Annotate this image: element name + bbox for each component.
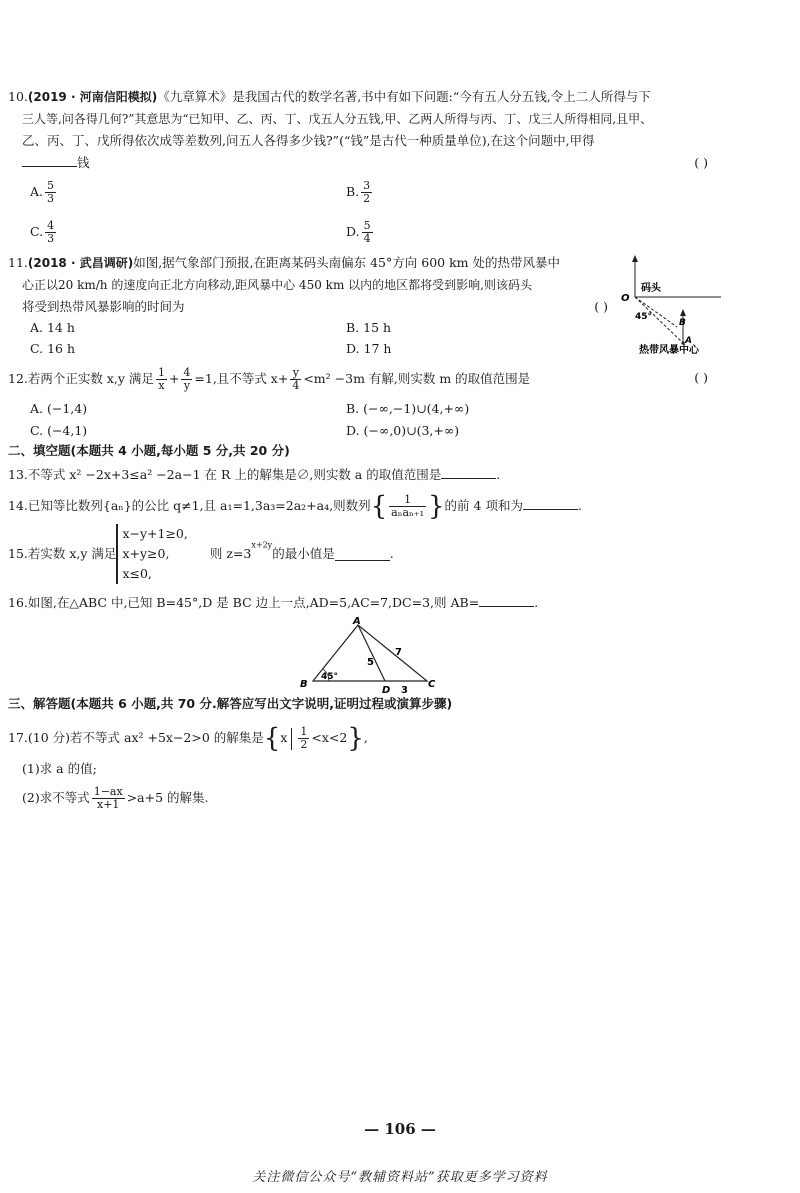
svg-text:A: A — [685, 336, 692, 346]
q17-part-2: (2)求不等式 $\frac{1-ax}{x+1}$ >a+5 的解集. — [22, 785, 209, 811]
svg-text:C: C — [428, 679, 436, 690]
svg-text:5: 5 — [367, 657, 374, 668]
answer-blank[interactable] — [335, 548, 390, 561]
question-11: 11.(2018 · 武昌调研)如图,据气象部门预报,在距离某码头南偏东 45°方向 600 km 处的热带风暴中 心正以20 km/h 的速度向正北方向移动,距风暴中心 450 km 以内的地区都将受到影响,则该码头 将受到热带风暴影响的时间为 ( ) — [8, 255, 608, 314]
svg-text:B: B — [679, 318, 686, 328]
answer-blank[interactable] — [441, 466, 496, 479]
storm-diagram — [615, 255, 725, 355]
q11-option-d: D. 17 h — [346, 341, 392, 356]
question-17: 17.(10 分)若不等式 ax² +5x−2>0 的解集是{x $\frac{1}{2}$ <x<2}, — [8, 723, 368, 754]
q12-option-b: B. (−∞,−1)∪(4,+∞) — [346, 401, 470, 416]
svg-text:D: D — [382, 685, 391, 695]
page-number: — 106 — — [364, 1120, 436, 1138]
svg-text:A: A — [353, 616, 361, 627]
section-3-heading: 三、解答题(本题共 6 小题,共 70 分.解答应写出文字说明,证明过程或演算步骤) — [8, 696, 453, 711]
q11-option-a: A. 14 h — [30, 320, 75, 335]
q12-option-c: C. (−4,1) — [30, 423, 88, 438]
q10-option-a: A. $\frac{5}{3}$ — [30, 179, 55, 205]
q11-option-b: B. 15 h — [346, 320, 392, 335]
storm-center-label: 热带风暴中心 — [639, 345, 699, 355]
question-13: 13.不等式 x² −2x+3≤a² −2a−1 在 R 上的解集是∅,则实数 a 的取值范围是 . — [8, 467, 501, 482]
section-2-heading: 二、填空题(本题共 4 小题,每小题 5 分,共 20 分) — [8, 443, 290, 458]
question-12: 12.若两个正实数 x,y 满足 $\frac{1}{x}$ + $\frac{4}{y}$ =1,且不等式 x+ $\frac{y}{4}$ <m² −3m 有解,则实数 m 的取值范围是 ( ) — [8, 366, 708, 392]
triangle-diagram — [295, 615, 445, 695]
constraint-system: x−y+1≥0, x+y≥0, x≤0, — [116, 524, 187, 584]
q12-option-d: D. (−∞,0)∪(3,+∞) — [346, 423, 460, 438]
svg-text:3: 3 — [401, 685, 408, 695]
q11-option-c: C. 16 h — [30, 341, 75, 356]
svg-text:45°: 45° — [635, 312, 653, 322]
q12-option-a: A. (−1,4) — [30, 401, 88, 416]
question-10: 10.(2019 · 河南信阳模拟)《九章算术》是我国古代的数学名著,书中有如下问题:“今有五人分五钱,令上二人所得与下 三人等,问各得几何?”其意思为“已知甲、乙、丙、丁、戊五人分五钱,甲、乙两人所得与丙、丁、戊三人所得相同,且甲、 乙、丙、丁、戊所得依次成等差数列,问五人各得多少钱?”(“钱”是古代一种质量单位),在这个问题中,甲得 钱 ( ) — [8, 86, 708, 174]
footer-note: 关注微信公众号“教辅资料站”获取更多学习资料 — [252, 1170, 548, 1185]
answer-blank[interactable] — [22, 154, 77, 167]
answer-blank[interactable] — [479, 594, 534, 607]
q17-part-1: (1)求 a 的值; — [22, 761, 97, 776]
q10-option-c: C. $\frac{4}{3}$ — [30, 219, 55, 245]
choice-paren: ( ) — [694, 155, 708, 170]
question-14: 14.已知等比数列{aₙ}的公比 q≠1,且 a₁=1,3a₃=2a₂+a₄,则数列{ $\frac{1}{\text{aₙaₙ₊₁}}$ }的前 4 项和为 . — [8, 491, 582, 522]
answer-blank[interactable] — [523, 497, 578, 510]
question-16: 16.如图,在△ABC 中,已知 B=45°,D 是 BC 边上一点,AD=5,AC=7,DC=3,则 AB= . — [8, 595, 539, 610]
dock-label: 码头 — [641, 283, 661, 294]
svg-text:O: O — [621, 293, 630, 304]
question-15: 15.若实数 x,y 满足 x−y+1≥0, x+y≥0, x≤0, 则 $z=3^{x+2y}$的最小值是 . — [8, 524, 394, 584]
q10-option-b: B. $\frac{3}{2}$ — [346, 179, 371, 205]
svg-text:7: 7 — [395, 647, 402, 658]
svg-text:B: B — [300, 679, 308, 690]
svg-text:45°: 45° — [321, 672, 339, 682]
q10-option-d: D. $\frac{5}{4}$ — [346, 219, 371, 245]
